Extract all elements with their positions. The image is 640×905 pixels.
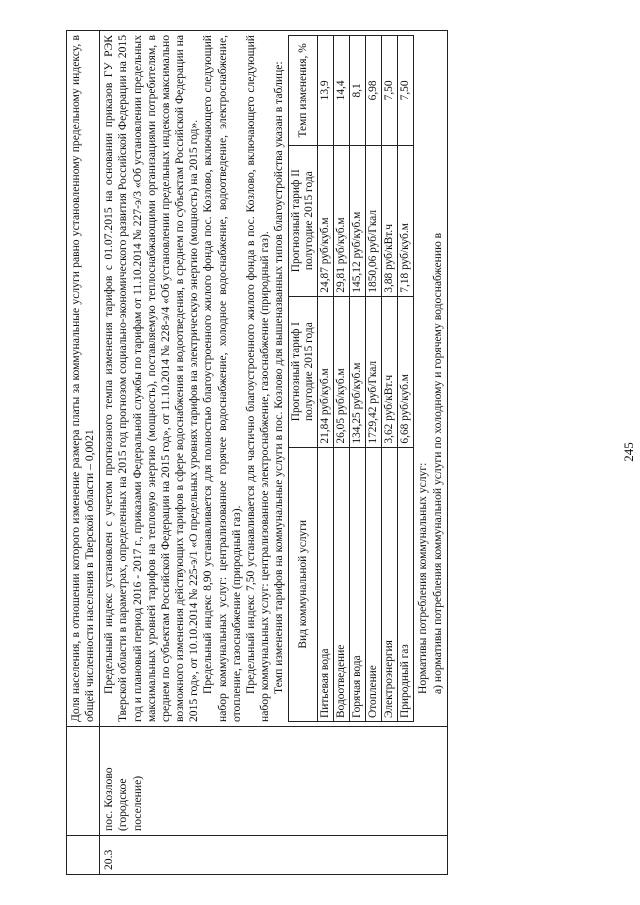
tariff-h1-cell: 3,62 руб/кВт.ч (382, 296, 398, 447)
table-row (350, 36, 366, 722)
table-row (318, 36, 334, 722)
tariff-h2-cell: 1850,06 руб/Гкал (366, 145, 382, 296)
column-header: Темп изменения, % (289, 36, 318, 146)
rotated-page-frame (66, 30, 586, 875)
header-share-cell (67, 31, 100, 727)
tariff-table-header (289, 36, 318, 722)
tariff-h1-cell: 134,25 руб/куб.м (350, 296, 366, 447)
change-rate-cell: 7,50 (398, 36, 414, 146)
tariff-h1-cell: 1729,42 руб/Гкал (366, 296, 382, 447)
tariff-h2-cell: 24,87 руб/куб.м (318, 145, 334, 296)
change-rate-cell: 8,1 (350, 36, 366, 146)
change-rate-cell: 6,98 (366, 36, 382, 146)
table-row (382, 36, 398, 722)
paragraph-table-intro: Темп изменения тарифов на коммунальные услуги в пос. Козлово для вышеназванных типов благоустройства указан в таблице: (272, 61, 286, 694)
entry-settlement-name: пос. Козлово (городское поселение) (100, 727, 447, 836)
tariff-table (288, 35, 414, 722)
change-rate-cell: 13,9 (318, 36, 334, 146)
table-row (334, 36, 350, 722)
entry-description (100, 31, 447, 727)
service-cell: Горячая вода (350, 447, 366, 721)
index-table (66, 30, 448, 875)
table-row (366, 36, 382, 722)
tariff-h2-cell: 29,81 руб/куб.м (334, 145, 350, 296)
header-name-cell (67, 727, 100, 836)
paragraph-basis: Предельный индекс установлен с учетом прогнозного темпа изменения тарифов с 01.07.2015 на основании приказов ГУ РЭК Тверской области в параметрах, определенных на 2015 год прогнозом социально-экономического развития Российской Федерации на 2015 год и плановый период 2016 - 2017 г., приказами Федеральной службы по тарифам от 11.10.2014 № 227-э/3 «Об установлении предельных максимальных уровней тарифов на тепловую энергию (мощность), поставляемую теплоснабжающими организациями потребителям, в среднем по субъектам Российской Федерации на 2015 год», от 11.10.2014 № 228-э/4 «Об установлении предельных индексов максимально возможного изменения действующих тарифов в сфере водоснабжения и водоотведения, в среднем по субъектам Российской Федерации на 2015 год», от 10.10.2014 № 225-э/1 «О предельных уровнях тарифов на электрическую энергию (мощность) на 2015 год». (102, 34, 201, 722)
page-number: 245 (621, 442, 636, 462)
paragraph-index-full: Предельный индекс 8,90 устанавливается для полностью благоустроенного жилого фонда пос. Козлово, включающего следующий набор коммунальных услуг: централизованное горячее водоснабжение, холодное водоснабжение, водоотведение, электроснабжение, отопление, газоснабжение (природный газ). (201, 35, 243, 722)
tariff-h2-cell: 7,18 руб/куб.м (398, 145, 414, 296)
tariff-h1-cell: 26,05 руб/куб.м (334, 296, 350, 447)
norms-item-a: а) нормативы потребления коммунальной услуги по холодному и горячему водоснабжению в (430, 232, 444, 694)
column-header: Вид коммунальной услуги (289, 447, 318, 721)
entry-number: 20.3 (100, 836, 447, 875)
header-row (67, 31, 100, 875)
column-header: Прогнозный тариф I полугодие 2015 года (289, 296, 318, 447)
column-header: Прогнозный тариф II полугодие 2015 года (289, 145, 318, 296)
document-page (66, 30, 586, 875)
service-cell: Отопление (366, 447, 382, 721)
tariff-h2-cell: 3,88 руб/кВт.ч (382, 145, 398, 296)
population-share-text: Доля населения, в отношении которого изменение размера платы за коммунальные услуги равно установленному предельному индексу, в общей численности населения в Тверской области – 0,0021 (69, 35, 97, 722)
tariff-h1-cell: 21,84 руб/куб.м (318, 296, 334, 447)
tariff-h2-cell: 145,12 руб/куб.м (350, 145, 366, 296)
service-cell: Электроэнергия (382, 447, 398, 721)
change-rate-cell: 14,4 (334, 36, 350, 146)
norms-heading: Нормативы потребления коммунальных услуг: (416, 462, 430, 694)
table-row (398, 36, 414, 722)
service-cell: Питьевая вода (318, 447, 334, 721)
change-rate-cell: 7,50 (382, 36, 398, 146)
service-cell: Водоотведение (334, 447, 350, 721)
paragraph-index-partial: Предельный индекс 7,50 устанавливается для частично благоустроенного жилого фонда в пос. Козлово, включающего следующий набор коммунальных услуг: централизованное электроснабжение, газоснабжение (природный газ). (243, 35, 272, 722)
entry-row (100, 31, 447, 875)
header-number-cell (67, 836, 100, 875)
tariff-h1-cell: 6,68 руб/куб.м (398, 296, 414, 447)
service-cell: Природный газ (398, 447, 414, 721)
